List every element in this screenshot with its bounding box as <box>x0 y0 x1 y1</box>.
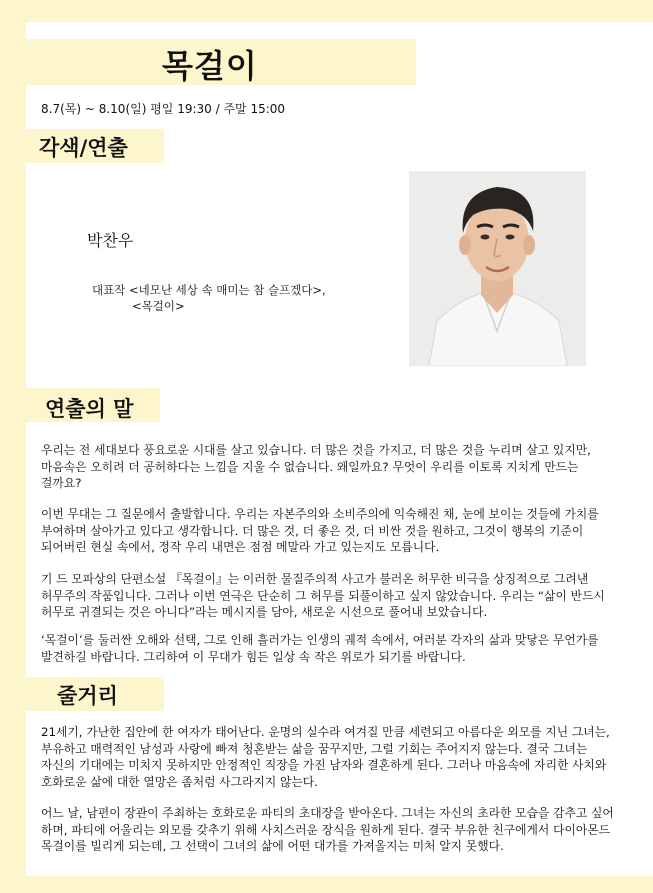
portrait-illustration <box>409 171 586 366</box>
synopsis-paragraph-2: 어느 날, 남편이 장관이 주최하는 호화로운 파티의 초대장을 받아온다. 그녀는 자신의 초라한 모습을 감추고 싶어 하며, 파티에 어울리는 외모를 갖추기 위해 사치스러운 장식을 원하게 된다. 결국 부유한 친구에게서 다이아몬드 목걸이를 빌리게 되는데, 그 선택이 그녀의 삶에 어떤 대가를 가져올지는 미처 알지 못했다. <box>41 806 614 853</box>
performance-dates: 8.7(목) ~ 8.10(일) 평일 19:30 / 주말 15:00 <box>41 102 286 116</box>
note-paragraph-2: 이번 무대는 그 질문에서 출발합니다. 우리는 자본주의와 소비주의에 익숙해진 채, 눈에 보이는 것들에 가치를 부여하며 살아가고 있다고 생각합니다. 더 많은 것, 더 좋은 것, 더 비싼 것을 원하고, 그것이 행복의 기준이 되어버린 현실 속에서, 정작 우리 내면은 점점 메말라 가고 있는지도 모릅니다. <box>41 507 599 554</box>
note-section-title: 연출의 말 <box>45 397 134 421</box>
director-works <box>92 282 392 314</box>
director-photo <box>409 171 586 366</box>
note-paragraph-4: ‘목걸이’를 둘러싼 오해와 선택, 그로 인해 흘러가는 인생의 궤적 속에서, 여러분 각자의 삶과 맞닿은 무언가를 발견하길 바랍니다. 그리하여 이 무대가 힘든 일상 속 작은 위로가 되기를 바랍니다. <box>41 633 599 664</box>
director-name: 박찬우 <box>87 231 134 250</box>
director-section-title: 각색/연출 <box>39 136 128 160</box>
synopsis-section-title: 줄거리 <box>57 684 118 708</box>
note-paragraph-1: 우리는 전 세대보다 풍요로운 시대를 살고 있습니다. 더 많은 것을 가지고, 더 많은 것을 누리며 살고 있지만, 마음속은 오히려 더 공허하다는 느낌을 지울 수 없습니다. 왜일까요? 무엇이 우리를 이토록 지치게 만드는 걸까요? <box>41 443 591 490</box>
works-line-2: <목걸이> <box>132 299 185 313</box>
note-paragraph-3: 기 드 모파상의 단편소설 『목걸이』는 이러한 물질주의적 사고가 불러온 허무한 비극을 상징적으로 그려낸 허무주의 작품입니다. 그러나 이번 연극은 단순히 그 허무를 되풀이하고 싶지 않았습니다. 우리는 “삶이 반드시 허무로 귀결되는 것은 아니다”라는 메시지를 담아, 새로운 시선으로 풀어내 보았습니다. <box>41 572 605 619</box>
works-line-1: 대표작 <네모난 세상 속 매미는 참 슬프겠다>, <box>92 283 326 297</box>
page-title: 목걸이 <box>162 47 258 85</box>
program-page <box>26 22 653 876</box>
synopsis-paragraph-1: 21세기, 가난한 집안에 한 여자가 태어난다. 운명의 실수라 여겨질 만큼 세련되고 아름다운 외모를 지닌 그녀는, 부유하고 매력적인 남성과 사랑에 빠져 청혼받는 삶을 꿈꾸지만, 그럴 기회는 주어지지 않는다. 결국 그녀는 자신의 기대에는 미치지 못하지만 안정적인 직장을 가진 남자와 결혼하게 된다. 그러나 마음속에 자리한 사치와 호화로운 삶에 대한 열망은 좀처럼 사그라지지 않는다. <box>41 725 610 789</box>
